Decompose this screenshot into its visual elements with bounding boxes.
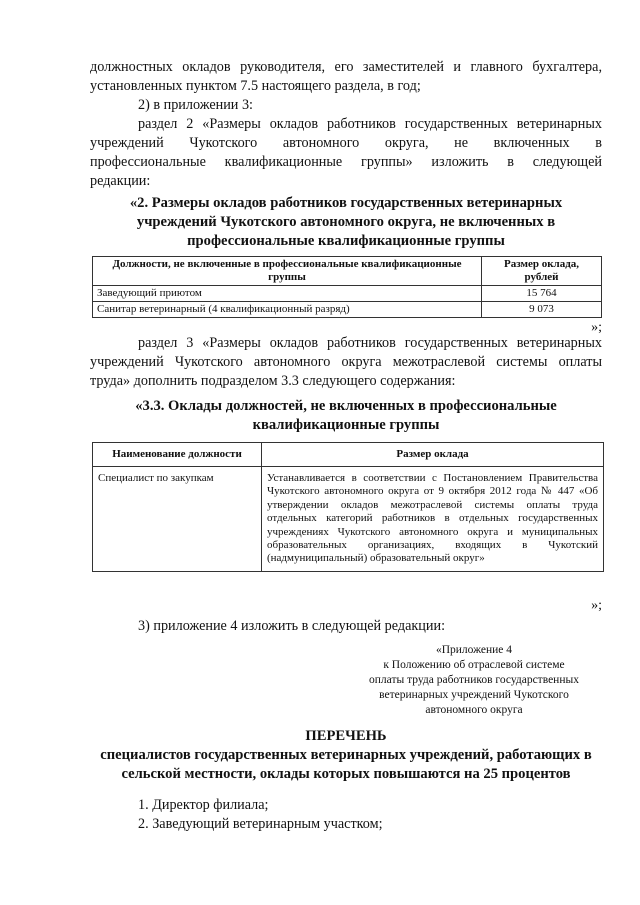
table-header-salary: Размер оклада, рублей [482, 257, 602, 286]
paragraph-line: редакции: [90, 173, 151, 189]
list-item: 1. Директор филиала; [138, 797, 269, 813]
table-cell-position: Санитар ветеринарный (4 квалификационный разряд) [93, 302, 482, 318]
paragraph-line: учреждений Чукотского автономного округа, не включенных в [90, 135, 602, 151]
paragraph-amendment-2: 2) в приложении 3: [138, 97, 253, 113]
paragraph-line: установленных пунктом 7.5 настоящего раздела, в год; [90, 78, 421, 94]
section-3-3-title: «3.3. Оклады должностей, не включенных в профессиональные квалификационные группы [135, 398, 557, 433]
list-title: ПЕРЕЧЕНЬ [305, 728, 387, 744]
list-item: 2. Заведующий ветеринарным участком; [138, 816, 383, 832]
table-cell-salary: 15 764 [482, 286, 602, 302]
paragraph-line: труда» дополнить подразделом 3.3 следующего содержания: [90, 373, 456, 389]
table-row [93, 286, 602, 302]
appendix-caption-line: к Положению об отраслевой системе [383, 659, 565, 671]
paragraph-line: профессиональные квалификационные группы» изложить в следующей [90, 154, 602, 170]
salary-table [92, 256, 602, 318]
table-row [93, 467, 604, 572]
list-subtitle: специалистов государственных ветеринарных учреждений, работающих в сельской местности, оклады которых повышаются на 25 процентов [100, 747, 592, 782]
appendix-caption-line: ветеринарных учреждений Чукотского [379, 689, 569, 701]
paragraph-amendment-3: 3) приложение 4 изложить в следующей редакции: [138, 618, 446, 634]
table-header-position: Наименование должности [93, 443, 262, 467]
appendix-caption-line: автономного округа [425, 704, 523, 716]
table-cell-salary-description: Устанавливается в соответствии с Постановлением Правительства Чукотского автономного округа от 9 октября 2012 года № 447 «Об утверждении окладов межотраслевой системы оплаты труда отдельных категорий работников в отдельных государственных учреждениях Чукотского автономного округа и муниципальных образовательных организациях, входящих в Чукотский (надмуниципальный) образовательный округ» [262, 467, 604, 572]
section-2-title: «2. Размеры окладов работников государственных ветеринарных учреждений Чукотского автономного округа, не включенных в профессиональные квалификационные группы [129, 195, 563, 249]
paragraph-line: учреждений Чукотского автономного округа межотраслевой системы оплаты [90, 354, 602, 370]
table-row [93, 302, 602, 318]
paragraph-line: раздел 2 «Размеры окладов работников государственных ветеринарных [138, 116, 602, 132]
appendix-caption-line: «Приложение 4 [435, 644, 513, 656]
position-table [92, 442, 604, 572]
paragraph-line: должностных окладов руководителя, его заместителей и главного бухгалтера, [90, 59, 602, 75]
table-header-position: Должности, не включенные в профессиональные квалификационные группы [93, 257, 482, 286]
closing-quote-mark: »; [591, 320, 602, 335]
appendix-caption-line: оплаты труда работников государственных [369, 674, 579, 686]
table-cell-position: Заведующий приютом [93, 286, 482, 302]
paragraph-line: раздел 3 «Размеры окладов работников государственных ветеринарных [138, 335, 602, 351]
table-header-salary: Размер оклада [262, 443, 604, 467]
closing-quote-mark: »; [591, 598, 602, 613]
table-cell-salary: 9 073 [482, 302, 602, 318]
table-cell-position: Специалист по закупкам [93, 467, 262, 572]
